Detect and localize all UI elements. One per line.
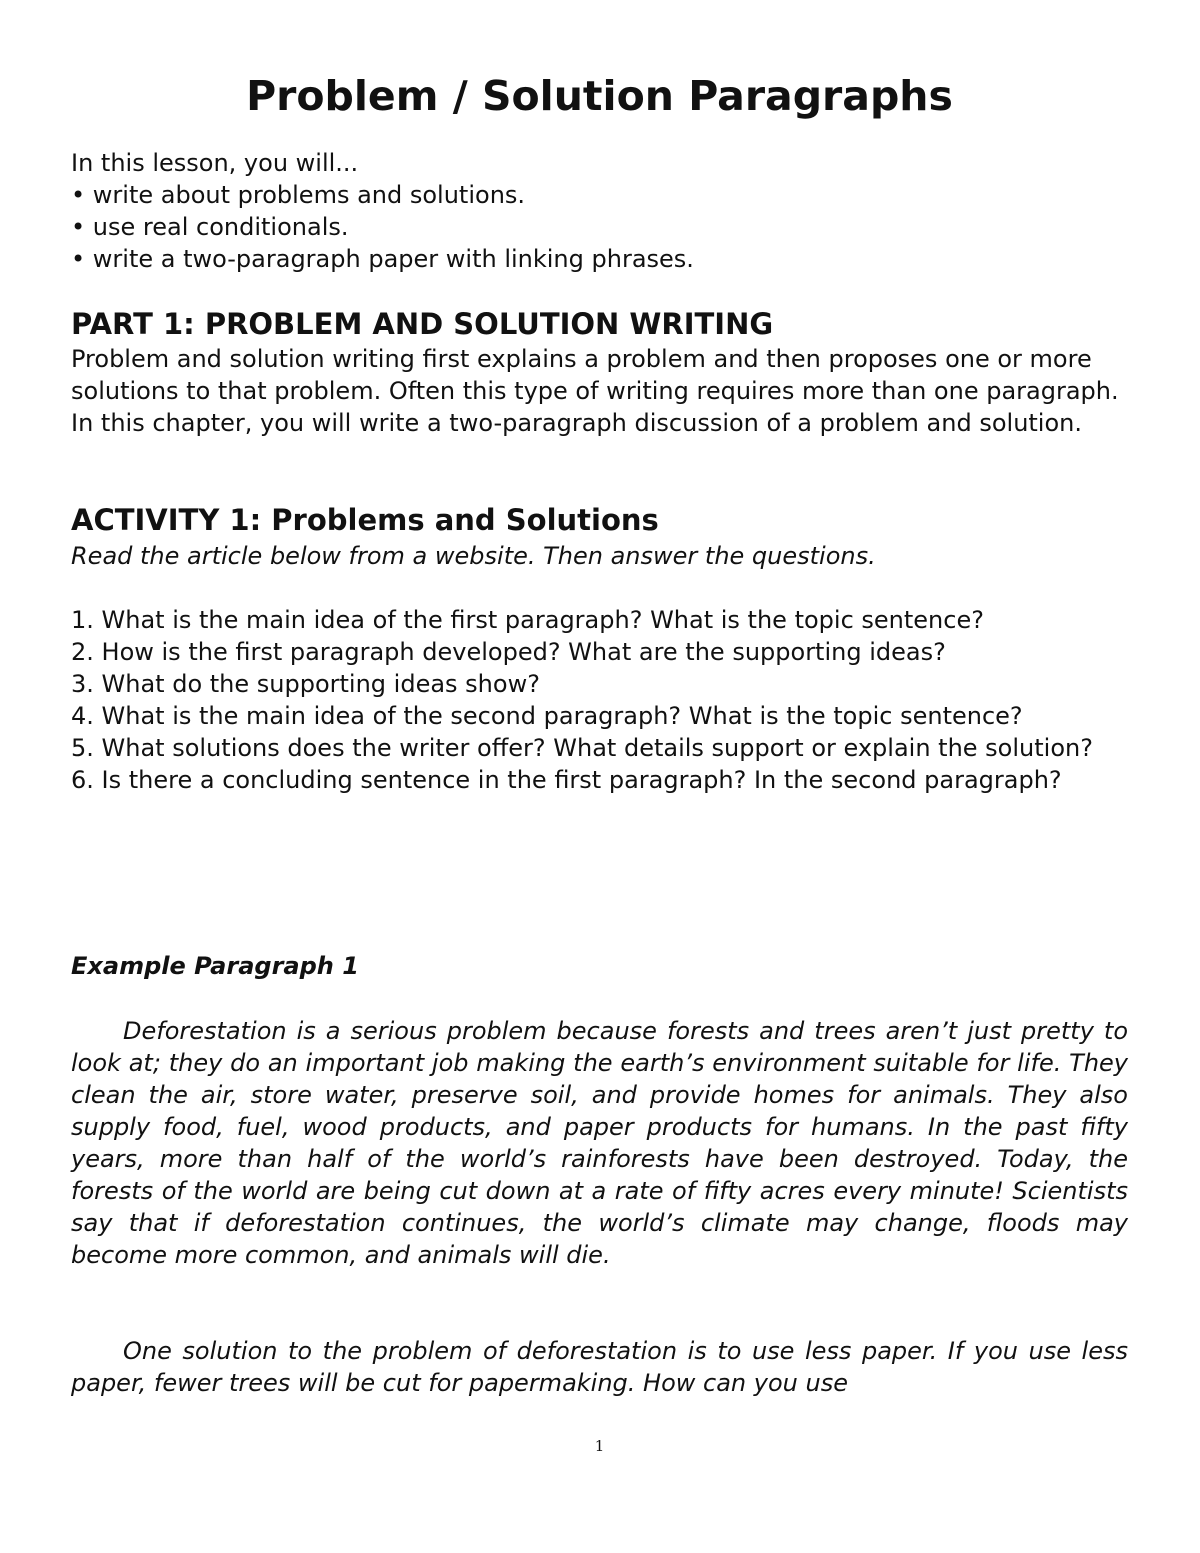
part1-body: Problem and solution writing first explains a problem and then proposes one or more solutions to that problem. Often this type of writing requires more than one paragraph. In this chapter, you will write a two-paragraph discussion of a problem and solution. (71, 345, 1119, 437)
question-item: 4. What is the main idea of the second paragraph? What is the topic sentence? (71, 702, 1023, 730)
question-item: 2. How is the first paragraph developed? What are the supporting ideas? (71, 638, 946, 666)
objective-item: • write a two-paragraph paper with linking phrases. (71, 243, 694, 275)
activity1-instruction: Read the article below from a website. Then answer the questions. (71, 542, 876, 570)
page-number: 1 (594, 1437, 605, 1455)
question-item: 3. What do the supporting ideas show? (71, 670, 540, 698)
question-item: 6. Is there a concluding sentence in the first paragraph? In the second paragraph? (71, 766, 1062, 794)
question-item: 5. What solutions does the writer offer? What details support or explain the solution? (71, 734, 1093, 762)
part1-heading: PART 1: PROBLEM AND SOLUTION WRITING (71, 307, 774, 341)
objective-item: • write about problems and solutions. (71, 179, 694, 211)
objective-item: • use real conditionals. (71, 211, 694, 243)
activity1-heading: ACTIVITY 1: Problems and Solutions (71, 503, 659, 537)
example-paragraph-2: One solution to the problem of deforestation is to use less paper. If you use less paper, fewer trees will be cut for papermaking. How can you use (71, 1337, 1128, 1397)
questions-list (71, 604, 1128, 796)
question-item: 1. What is the main idea of the first paragraph? What is the topic sentence? (71, 606, 984, 634)
example-paragraph-1: Deforestation is a serious problem because forests and trees aren’t just pretty to look at; they do an important job making the earth’s environment suitable for life. They clean the air, store water, preserve soil, and provide homes for animals. They also supply food, fuel, wood products, and paper products for humans. In the past fifty years, more than half of the world’s rainforests have been destroyed. Today, the forests of the world are being cut down at a rate of fifty acres every minute! Scientists say that if deforestation continues, the world’s climate may change, floods may become more common, and animals will die. (71, 1017, 1128, 1269)
objectives-list (71, 179, 694, 275)
page-title: Problem / Solution Paragraphs (246, 72, 953, 120)
example-heading: Example Paragraph 1 (71, 952, 359, 980)
intro-lead: In this lesson, you will... (71, 149, 359, 177)
lesson-intro (71, 147, 694, 275)
